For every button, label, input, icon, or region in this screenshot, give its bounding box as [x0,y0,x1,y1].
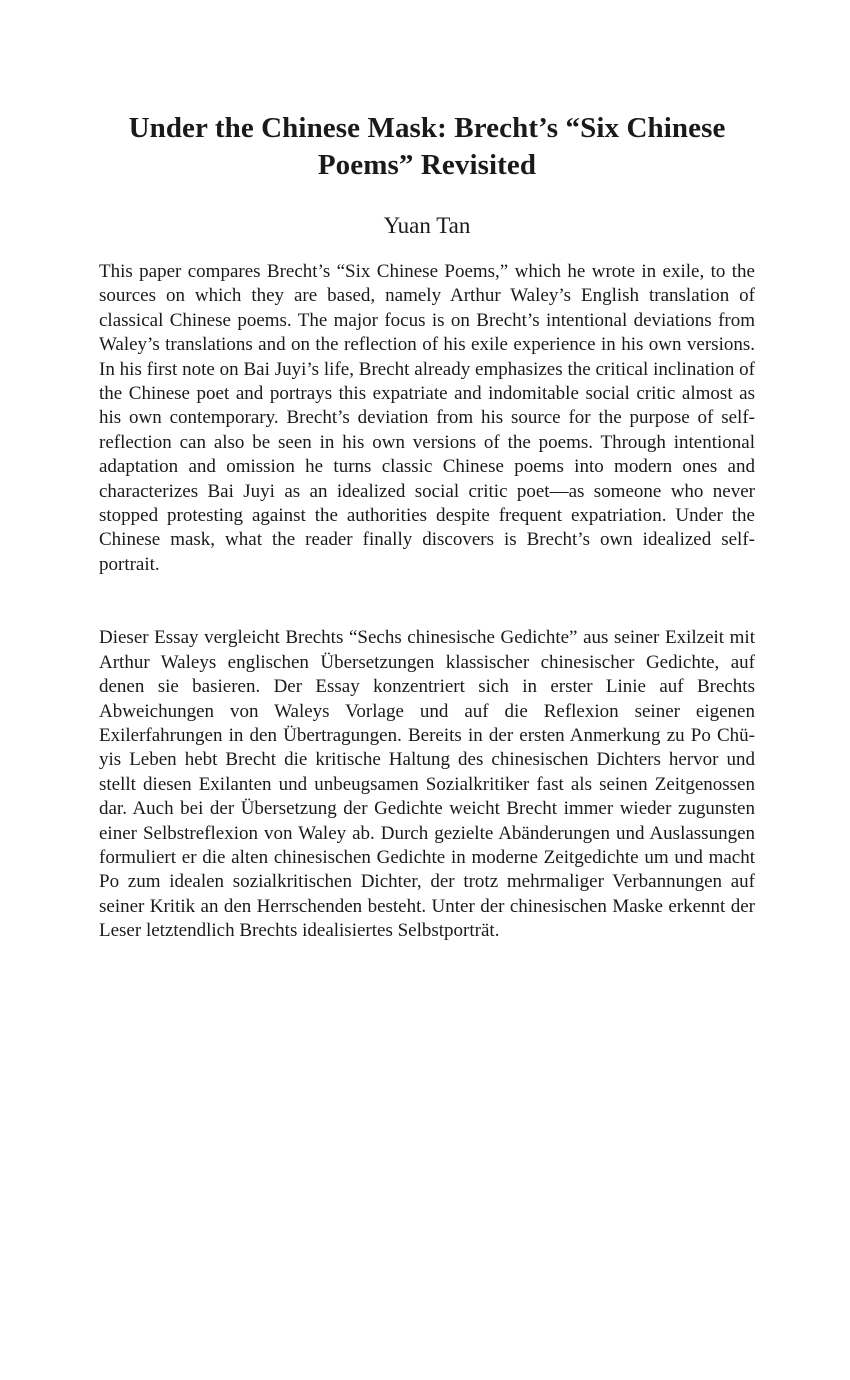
paper-page [99,110,755,944]
abstract-english: This paper compares Brecht’s “Six Chinese Poems,” which he wrote in exile, to the sources on which they are based, namely Arthur Waley’s English translation of classical Chinese poems. The major focus is on Brecht’s intentional deviations from Waley’s translations and on the reflection of his exile experience in his own versions. In his first note on Bai Juyi’s life, Brecht already emphasizes the critical inclination of the Chinese poet and portrays this expatriate and indomitable social critic almost as his own contemporary. Brecht’s deviation from his source for the purpose of self-reflection can also be seen in his own versions of the poems. Through intentional adaptation and omission he turns classic Chinese poems into modern ones and characterizes Bai Juyi as an idealized social critic poet—as someone who never stopped protesting against the authorities despite frequent expatriation. Under the Chinese mask, what the reader finally discovers is Brecht’s own idealized self-portrait. [99,261,755,575]
abstract-german: Dieser Essay vergleicht Brechts “Sechs chinesische Gedichte” aus seiner Exilzeit mit Arthur Waleys englischen Übersetzungen klassischer chinesischer Gedichte, auf denen sie basieren. Der Essay konzentriert sich in erster Linie auf Brechts Abweichungen von Waleys Vorlage und auf die Reflexion seiner eigenen Exilerfahrungen in den Übertragungen. Bereits in der ersten Anmerkung zu Po Chü-yis Leben hebt Brecht die kritische Haltung des chinesischen Dichters hervor und stellt diesen Exilanten und unbeugsamen Sozialkritiker fast als seinen Zeitgenossen dar. Auch bei der Übersetzung der Gedichte weicht Brecht immer wieder zugunsten einer Selbstreflexion von Waley ab. Durch gezielte Abänderungen und Auslassungen formuliert er die alten chinesischen Gedichte in moderne Zeitgedichte um und macht Po zum idealen sozialkritischen Dichter, der trotz mehrmaliger Verbannungen auf seiner Kritik an den Herrschenden besteht. Unter der chinesischen Maske erkennt der Leser letztendlich Brechts idealisiertes Selbstporträt. [99,627,755,942]
article-author: Yuan Tan [383,213,471,238]
article-title: Under the Chinese Mask: Brecht’s “Six Chinese Poems” Revisited [128,112,726,181]
